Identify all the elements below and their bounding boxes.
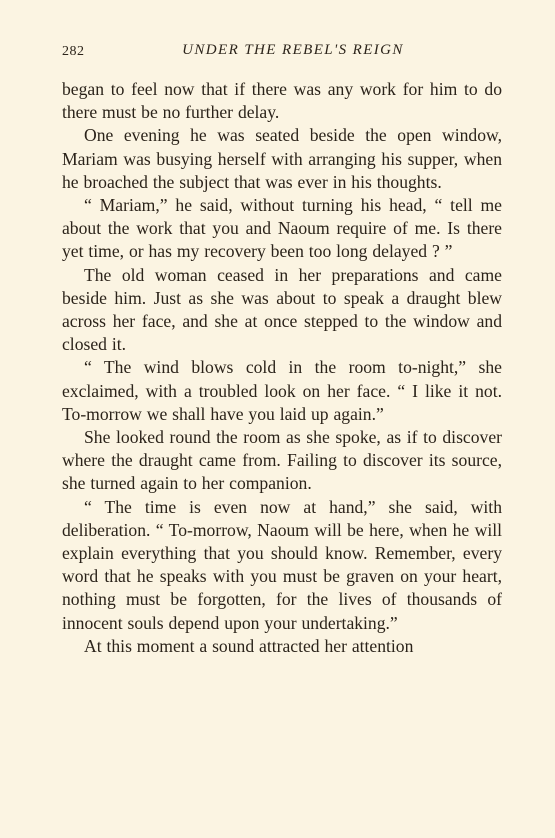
paragraph: The old woman ceased in her preparations and came beside him. Just as she was about to speak a draught blew across her face, and she at once stepped to the window and closed it. [62, 264, 502, 355]
paragraph: began to feel now that if there was any work for him to do there must be no further delay. [62, 79, 502, 123]
paragraph: “ The wind blows cold in the room to-night,” she exclaimed, with a troubled look on her face. “ I like it not. To-morrow we shall have you laid up again.” [62, 357, 502, 424]
paragraph: She looked round the room as she spoke, as if to discover where the draught came from. Failing to discover its source, she turned again to her companion. [62, 427, 502, 494]
book-page [62, 42, 502, 658]
paragraph: “ The time is even now at hand,” she said, with deliberation. “ To-morrow, Naoum will be here, when he will explain everything that you should know. Remember, every word that he speaks with you must be graven on your heart, nothing must be forgotten, for the lives of thousands of innocent souls depend upon your undertaking.” [62, 496, 502, 633]
page-header [62, 42, 502, 66]
paragraph: At this moment a sound attracted her attention [84, 635, 414, 656]
paragraph: “ Mariam,” he said, without turning his head, “ tell me about the work that you and Naoum require of me. Is there yet time, or has my recovery been too long delayed ? ” [62, 195, 502, 262]
paragraph: One evening he was seated beside the open window, Mariam was busying herself with arranging his supper, when he broached the subject that was ever in his thoughts. [62, 125, 502, 192]
page-number: 282 [62, 44, 85, 59]
running-head: UNDER THE REBEL'S REIGN [182, 42, 404, 58]
body-text [62, 78, 502, 658]
